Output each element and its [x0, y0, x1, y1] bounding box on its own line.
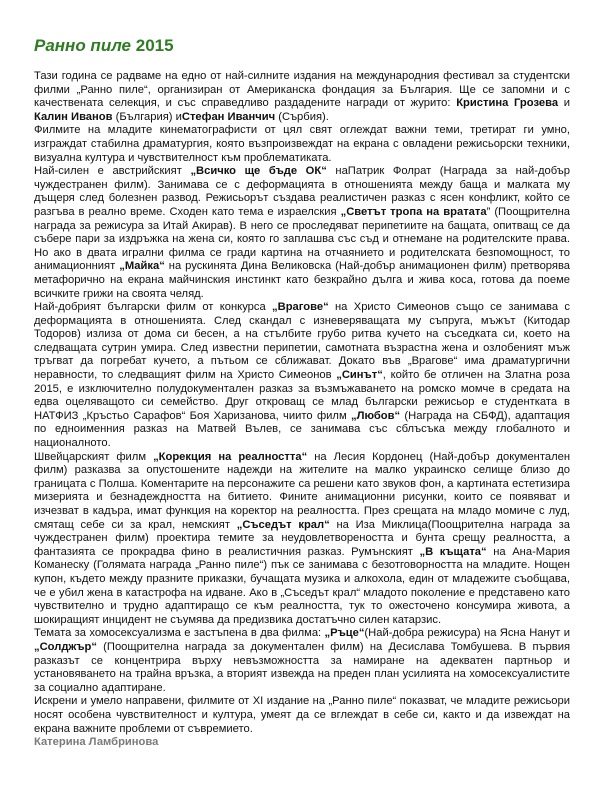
text-run: (Награда на СБФД), адаптация по едноименния разказ на Матвей Вълев, се занимава със сблъсъка между глобалното и националното.	[34, 409, 570, 450]
jury-member-name: Стефан Иванчич	[181, 110, 276, 123]
film-title: „Врагове“	[272, 301, 329, 314]
paragraph-swiss-german-romanian-films	[34, 451, 570, 628]
film-title: „Майка“	[119, 260, 165, 273]
article	[34, 36, 570, 750]
paragraph-intro	[34, 70, 570, 124]
text-run: на рускинята Дина Великовска (Най-добър анимационен филм) претворява метафорично на екрана майчинския инстинкт като безкрайно дълга и жива коса, готова да поеме всичките грижи на своята челяд.	[34, 260, 571, 300]
text-run: на Христо Симеонов също се занимава с деформацията в отношенията. След скандал с изневеряващата му съпруга, мъжът (Китодар Тодоров) излиза от дома си бесен, а на стълбите грубо ритва кучето на съседката си, което на следващата сутрин умира. След известни перипетии, самотната възрастна жена и озлобеният мъж тръгват да погребат кучето, а пътьом се сближават. Докато във „Врагове“ има драматургични неравности, то следващият филм на Христо Симеонов	[34, 301, 570, 382]
film-title: „Съседът крал“	[236, 518, 330, 531]
paragraph-overview: Филмите на младите кинематографисти от цял свят оглеждат важни теми, третират ги умно, изграждат стабилна драматургия, която възпроизвеждат на екрана с овладени режисьорски техники, визуална култура и чувствителност към проблематиката.	[34, 124, 570, 164]
paragraph-austrian-film	[34, 165, 570, 301]
article-title	[34, 36, 570, 56]
text-run: и	[558, 97, 570, 110]
text-run: Най-силен е австрийският	[34, 165, 191, 178]
text-run: (Най-добра режисура) на Ясна Нанут и	[364, 627, 570, 640]
film-title: „Синът“	[336, 369, 383, 382]
text-run: Швейцарският филм	[34, 450, 154, 463]
text-run: , който бе отличен на Златна роза 2015, е изключително полудокументален разказ за възмъжаването на ромско момче в средата на едва оцеляващото си семейство. Друг откроващ се млад български режисьор е студентката в НАТФИЗ „Кръстьо Сарафов“ Боя Харизанова, чиито филм	[34, 369, 570, 422]
film-title: „Ръце“	[324, 627, 365, 640]
text-run: Най-добрият български филм от конкурса	[34, 301, 273, 314]
title-festival-name: Ранно пиле	[34, 36, 132, 55]
text-run: наПатрик Фолрат (Награда за най-добър чуждестранен филм). Занимава се с деформацията в отношенията между баща и малката му дъщеря след болезнен развод. Режисьорът създава реалистичен разказ с ясен конфликт, който се разгъва в реално време. Сходен като тема е израелския	[34, 165, 571, 218]
text-run: на Лесия Кордонец (Най-добър документален филм) разказва за опустошените надежди на жителите на малко украинско селище близо до границата с Полша. Коментарите на персонажите са решени като звуков фон, а картината естетизира мизерията и безнадеждността на битието. Фините анимационни рисунки, които се появяват и изчезват в кадъра, имат функция на коректор на реалността. През срещата на младо момиче с луд, смятащ себе си за крал, немският	[34, 450, 570, 531]
jury-member-name: Калин Иванов	[34, 110, 113, 123]
film-title: „Корекция на реалността“	[153, 450, 308, 463]
author-byline: Катерина Ламбринова	[34, 736, 159, 749]
title-year: 2015	[135, 36, 174, 55]
text-run: ” (Поощрителна награда за режисура за Итай Акирав). В него се проследяват перипетиите на бащата, опитващ се да събере пари за издръжка на жена си, която го заплашва със съд и отнемане на родителските права. Но ако в двата игрални филма се гради картина на отчаянието и родителската безпомощност, то анимационният	[34, 205, 570, 273]
paragraph-bulgarian-films	[34, 301, 570, 451]
film-title: „В къщата“	[419, 545, 487, 558]
film-title: „Светът тропа на вратата	[340, 205, 487, 218]
text-run: на Ана-Мария Команеску (Голямата награда „Ранно пиле“) пък се занимава с безотговорността на младите. Нощен купон, където между празните приказки, бучащата музика и алкохола, един от младежите съобщава, че е убил жена в катастрофа на идване. Ако в „Съседът крал“ младото поколение е представено като чувствително и трудно адаптиращо се към реалността, тук то ожесточено консумира живота, а шокиращият инцидент не съумява да предизвика достатъчно силен катарзис.	[34, 545, 570, 626]
text-run: (България) и	[112, 110, 182, 123]
text-run: Темата за хомосексуализма е застъпена в два филма:	[34, 627, 325, 640]
paragraph-homosexuality-theme	[34, 627, 570, 695]
paragraph-conclusion: Искрени и умело направени, филмите от XI издание на „Ранно пиле“ показват, че младите режисьори носят особена чувствителност и култура, умеят да се вглеждат в себе си, както и да извеждат на екрана важните проблеми от съвремието.	[34, 695, 570, 735]
text-run: (Сърбия).	[275, 110, 329, 123]
article-body	[34, 70, 570, 736]
text-run: (Поощрителна награда за документален филм) на Десислава Томбушева. В първия разказът се концентрира върху невъзможността за намиране на адекватен партньор и установяването на трайна връзка, а вторият извежда на преден план усилията на хомосексуалистите за социално адаптиране.	[34, 640, 570, 694]
film-title: „Всичко ще бъде ОК“	[190, 165, 327, 178]
text-run: на Иза Миклица(Поощрителна награда за чуждестранен филм) проектира темите за неудовлетвореността и бунта срещу реалността, а фантазията се прокрадва фино в реалистичния разказ. Румънският	[34, 518, 570, 558]
film-title: „Любов“	[351, 409, 401, 422]
text-run: Тази година се радваме на едно от най-силните издания на международния фестивал за студентски филми „Ранно пиле“, организиран от Американска фондация за България. Ще се запомни и с качествената селекция, и със справедливо раздадените награди от журито:	[34, 70, 570, 110]
jury-member-name: Кристина Грозева	[456, 97, 559, 110]
film-title: „Солджър“	[34, 640, 97, 653]
